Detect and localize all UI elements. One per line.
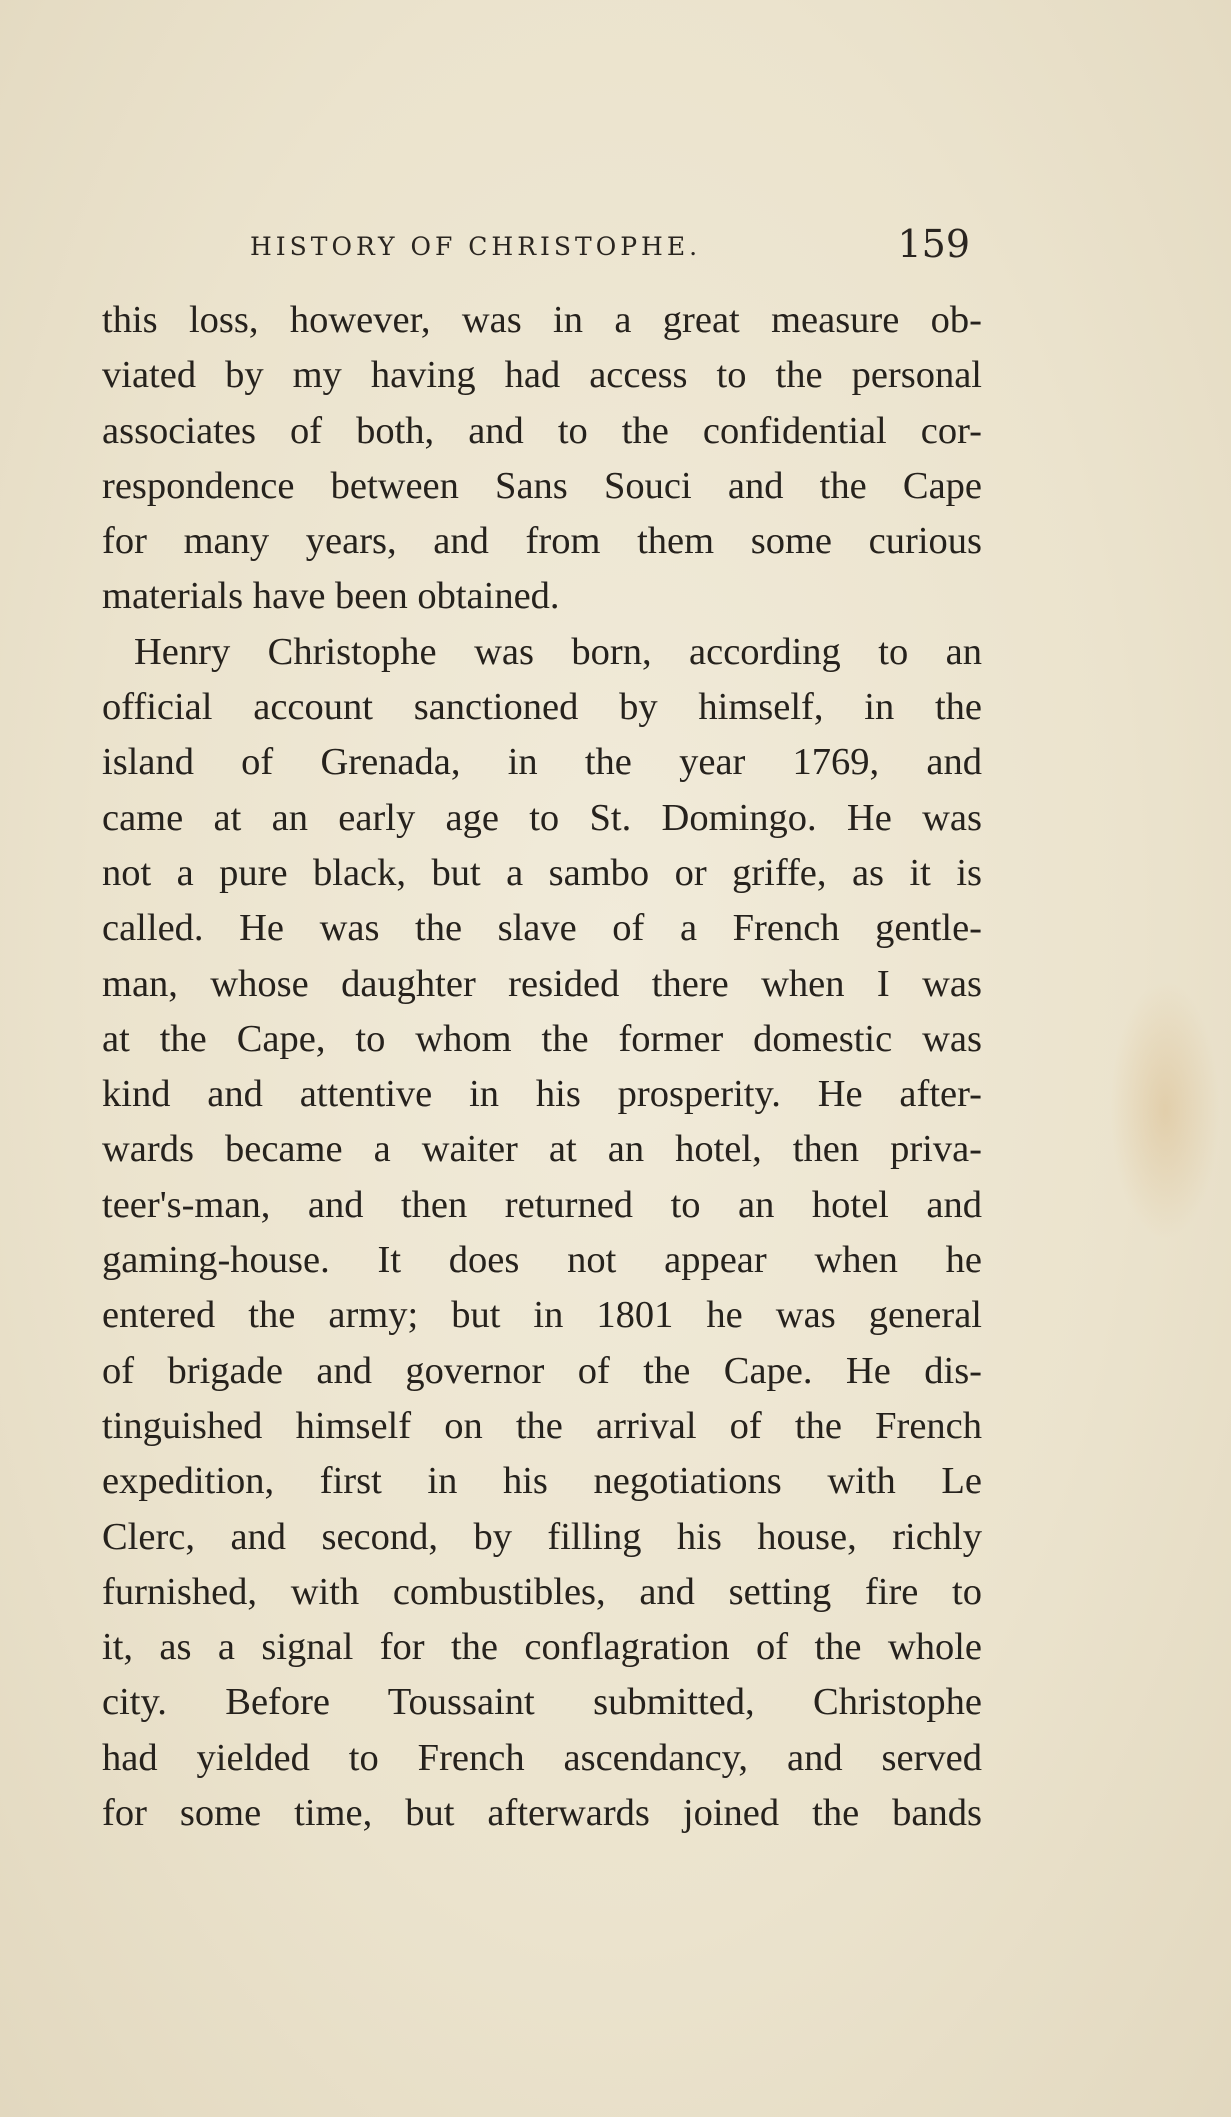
text-line: respondence between Sans Souci and the Cape [102,464,982,507]
text-line: of brigade and governor of the Cape. He dis- [102,1349,982,1392]
text-line: materials have been obtained. [102,575,560,618]
text-line: expedition, first in his negotiations with Le [102,1460,982,1503]
text-line: entered the army; but in 1801 he was general [102,1294,982,1337]
body-text [102,293,982,1841]
text-line: came at an early age to St. Domingo. He was [102,796,982,839]
text-line: called. He was the slave of a French gentle- [102,907,982,950]
text-line: city. Before Toussaint submitted, Christophe [102,1681,982,1724]
text-line: kind and attentive in his prosperity. He after- [102,1073,982,1116]
text-line: furnished, with combustibles, and setting fire to [102,1570,982,1613]
text-line: it, as a signal for the conflagration of the whole [102,1626,982,1669]
text-line: this loss, however, was in a great measure ob- [102,299,982,341]
text-line: associates of both, and to the confidential cor- [102,409,982,452]
text-line: official account sanctioned by himself, in the [102,686,982,729]
paragraph-start-line: Henry Christophe was born, according to an [134,630,982,673]
running-head [100,222,970,272]
text-line: man, whose daughter resided there when I was [102,962,982,1005]
text-line: tinguished himself on the arrival of the French [102,1404,982,1447]
text-line: teer's-man, and then returned to an hotel and [102,1183,982,1226]
page-number: 159 [897,222,970,266]
text-line: wards became a waiter at an hotel, then priva- [102,1128,982,1171]
text-line: not a pure black, but a sambo or griffe, as it is [102,851,982,894]
text-line: at the Cape, to whom the former domestic was [102,1017,982,1060]
paper-stain [1110,980,1220,1240]
text-line: viated by my having had access to the personal [102,354,982,397]
running-title: HISTORY OF CHRISTOPHE. [250,232,702,261]
text-line: for many years, and from them some curious [102,520,982,563]
text-line: had yielded to French ascendancy, and served [102,1736,982,1779]
text-line: Clerc, and second, by filling his house, richly [102,1515,982,1558]
text-line: for some time, but afterwards joined the bands [102,1792,982,1835]
text-line: island of Grenada, in the year 1769, and [102,741,982,784]
text-line: gaming-house. It does not appear when he [102,1239,982,1282]
